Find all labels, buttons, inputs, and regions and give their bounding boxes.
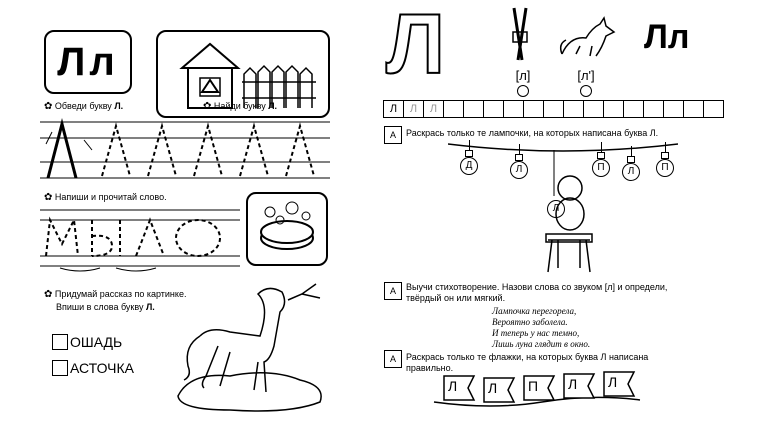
task-story bbox=[44, 288, 186, 313]
sound-hard bbox=[508, 68, 538, 97]
bulb-letter: Л bbox=[510, 161, 528, 179]
abc-icon-text: А bbox=[389, 354, 396, 364]
strip-cell bbox=[703, 100, 724, 118]
abc-icon-text: А bbox=[389, 130, 396, 140]
strip-cell bbox=[443, 100, 464, 118]
light-bulb[interactable] bbox=[622, 146, 640, 181]
pennant-flag[interactable] bbox=[480, 374, 520, 410]
traced-word-text: МЫЛО bbox=[1, 1, 5, 2]
flag-shape bbox=[600, 368, 640, 404]
abc-icon-3 bbox=[384, 350, 402, 368]
task-flags-line2: правильно. bbox=[406, 363, 454, 373]
bulb-letter: П bbox=[592, 159, 610, 177]
strip-cell bbox=[663, 100, 684, 118]
flag-letter: П bbox=[528, 378, 539, 394]
strip-cell: Л bbox=[383, 100, 404, 118]
task-write-word bbox=[44, 192, 167, 203]
flower-icon: ✿ bbox=[44, 101, 53, 112]
bulb-letter: П bbox=[656, 159, 674, 177]
flower-icon: ✿ bbox=[44, 192, 53, 203]
poem-line: Вероятно заболела. bbox=[492, 317, 568, 327]
word-row-1 bbox=[52, 334, 122, 350]
poem-line: Лампочка перегорела, bbox=[492, 306, 577, 316]
sound-soft bbox=[568, 68, 604, 97]
flag-shape bbox=[480, 374, 520, 410]
skis-image bbox=[504, 4, 536, 64]
flag-letter: Л bbox=[568, 376, 578, 392]
big-outline-letter: Л bbox=[386, 0, 445, 91]
bulb-wire bbox=[631, 146, 632, 156]
soap-card bbox=[246, 192, 328, 266]
strip-cell bbox=[503, 100, 524, 118]
bear-bulb-letter: Л bbox=[552, 203, 560, 214]
light-bulb[interactable] bbox=[656, 142, 674, 177]
flag-letter: Л bbox=[608, 374, 618, 390]
task-trace-letter-bold: Л. bbox=[114, 101, 124, 111]
flag-shape bbox=[440, 372, 480, 408]
flag-shape bbox=[560, 370, 600, 406]
bear-bulb bbox=[547, 200, 565, 218]
task-bulbs: Раскрась только те лампочки, на которых написана буква Л. bbox=[406, 128, 659, 138]
flower-icon: ✿ bbox=[44, 289, 53, 300]
strip-cell bbox=[463, 100, 484, 118]
strip-cell bbox=[523, 100, 544, 118]
task-flags-line1: Раскрась только те флажки, на которых буква Л написана bbox=[406, 352, 649, 362]
abc-icon-2 bbox=[384, 282, 402, 300]
task-trace-letter bbox=[44, 101, 123, 112]
strip-cell: Л bbox=[403, 100, 424, 118]
bulb-wire bbox=[469, 140, 470, 150]
strip-cell bbox=[543, 100, 564, 118]
task-story-line2: Впиши в слова букву bbox=[56, 302, 144, 312]
flag-letter: Л bbox=[488, 380, 498, 396]
flag-letter: Л bbox=[448, 378, 458, 394]
strip-cell bbox=[623, 100, 644, 118]
task-story-line1: Придумай рассказ по картинке. bbox=[54, 289, 187, 299]
task-poem-line1: Выучи стихотворение. Назови слова со звуком [л] и определи, bbox=[406, 282, 668, 292]
letter-card bbox=[44, 30, 132, 94]
pennant-flag[interactable] bbox=[440, 372, 480, 408]
bear-on-stool-illustration bbox=[534, 150, 604, 275]
strip-cell bbox=[603, 100, 624, 118]
bulb-cap bbox=[465, 150, 473, 157]
strip-cell bbox=[563, 100, 584, 118]
word-row-2 bbox=[52, 360, 134, 376]
bulb-letter: Л bbox=[622, 163, 640, 181]
letter-strip bbox=[384, 100, 724, 118]
pennant-flag[interactable] bbox=[600, 368, 640, 404]
task-find-letter bbox=[203, 101, 277, 112]
poem-line: И теперь у нас темно, bbox=[492, 328, 580, 338]
word-tracing-row bbox=[40, 206, 240, 276]
strip-cell bbox=[683, 100, 704, 118]
light-bulb[interactable] bbox=[460, 140, 478, 175]
blank-box-1[interactable] bbox=[52, 334, 68, 350]
task-find-label: Найди букву bbox=[213, 101, 266, 111]
letter-tracing-row bbox=[40, 118, 330, 182]
printed-letters: Лл bbox=[644, 18, 690, 56]
sound-hard-label: [л] bbox=[515, 68, 531, 83]
pennant-flag[interactable] bbox=[520, 372, 560, 408]
horse-and-swallow-illustration bbox=[170, 276, 330, 416]
poem-line: Лишь луна глядит в окно. bbox=[492, 339, 591, 349]
strip-cell bbox=[643, 100, 664, 118]
bulb-wire bbox=[665, 142, 666, 152]
task-poem-line2: твёрдый он или мягкий. bbox=[406, 293, 506, 303]
bulb-cap bbox=[661, 152, 669, 159]
soap-image bbox=[248, 194, 326, 264]
strip-cell bbox=[483, 100, 504, 118]
bulb-letter: Д bbox=[460, 157, 478, 175]
word-2: АСТОЧКА bbox=[70, 360, 135, 376]
poem bbox=[492, 306, 590, 350]
bulb-cap bbox=[627, 156, 635, 163]
pennant-flag[interactable] bbox=[560, 370, 600, 406]
flower-icon: ✿ bbox=[203, 101, 212, 112]
fox-image bbox=[556, 14, 618, 64]
strip-cell: Л bbox=[423, 100, 444, 118]
task-trace-label: Обведи букву bbox=[54, 101, 112, 111]
letter-card-text: Лл bbox=[57, 39, 119, 84]
blank-box-2[interactable] bbox=[52, 360, 68, 376]
flag-shape bbox=[520, 372, 560, 408]
task-poem bbox=[406, 282, 667, 304]
bulb-wire bbox=[519, 144, 520, 154]
sound-soft-label: [л'] bbox=[577, 68, 595, 83]
strip-cell bbox=[583, 100, 604, 118]
flags-row bbox=[440, 372, 640, 410]
bulb-cap bbox=[515, 154, 523, 161]
abc-icon-1 bbox=[384, 126, 402, 144]
task-find-letter-bold: Л. bbox=[268, 101, 278, 111]
task-write-label: Напиши и прочитай слово. bbox=[54, 192, 167, 202]
task-story-letter: Л. bbox=[145, 302, 155, 312]
word-1: ОШАДЬ bbox=[70, 334, 123, 350]
abc-icon-text: А bbox=[389, 286, 396, 296]
sound-soft-circle bbox=[580, 85, 592, 97]
sound-hard-circle bbox=[517, 85, 529, 97]
light-bulb[interactable] bbox=[510, 144, 528, 179]
